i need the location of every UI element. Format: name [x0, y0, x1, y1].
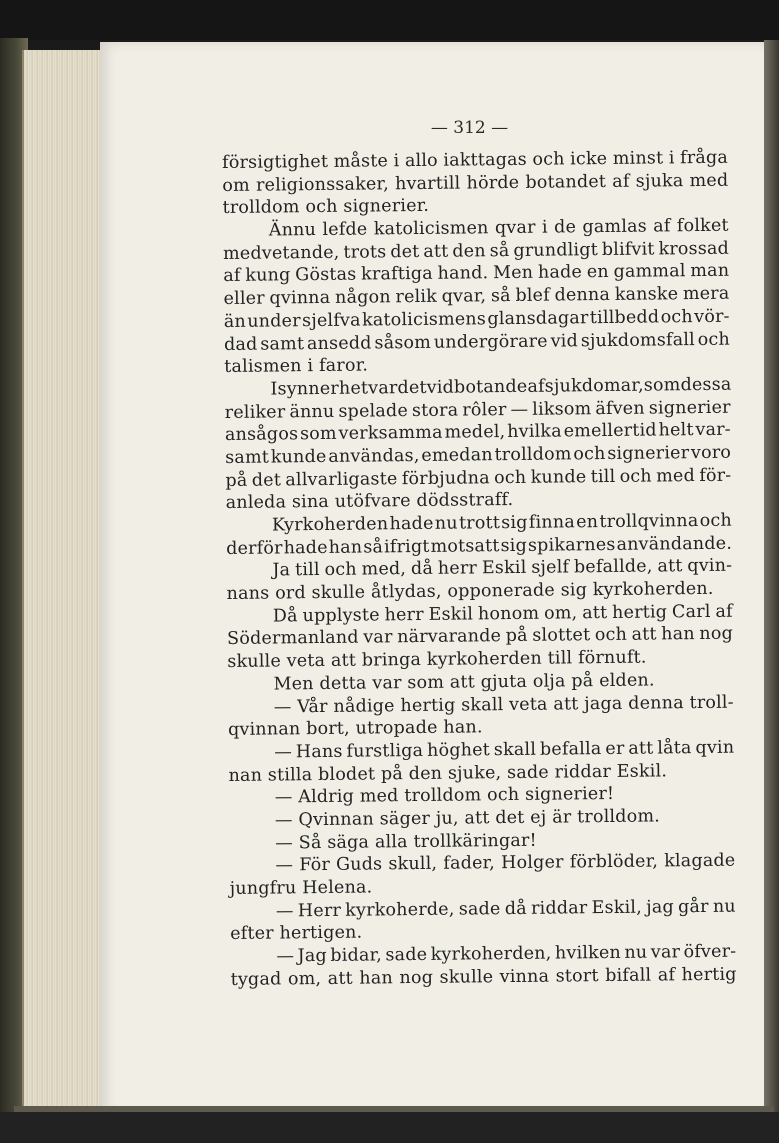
book-right-edge [764, 40, 779, 1120]
text-line: Då upplyste herr Eskil honom om, att hertig Carl af [272, 601, 733, 627]
page-number: — 312 — [430, 118, 509, 138]
text-line: än under sjelfva katolicismens glansdagar tillbedd och vör- [223, 306, 730, 332]
text-line: dad samt ansedd såsom undergörare vid sjukdomsfall och [223, 329, 731, 355]
text-line: efter hertigen. [230, 922, 363, 945]
text-line: derför hade han så ifrigt motsatt sig spikarnes användande. [226, 533, 733, 559]
text-line: försigtighet måste i allo iakttagas och icke minst i fråga [222, 147, 729, 173]
text-line: — Hans furstliga höghet skall befalla er att låta qvin [274, 737, 735, 763]
text-line: nan stilla blodet på den sjuke, sade riddar Eskil. [228, 760, 668, 786]
text-line: — Herr kyrkoherde, sade då riddar Eskil, jag går nu [275, 896, 736, 922]
text-line: skulle veta att bringa kyrkoherden till förnuft. [227, 647, 647, 673]
text-line: om religionssaker, hvartill hörde botandet af sjuka med [222, 170, 729, 196]
background-bottom [0, 1112, 779, 1143]
text-line: af kung Göstas kraftiga hand. Men hade en gammal man [223, 261, 730, 287]
text-line: på det allvarligaste förbjudna och kunde till och med för- [225, 465, 732, 491]
text-line: anleda sina utöfvare dödsstraff. [225, 490, 514, 514]
text-line: ansågos som verksamma medel, hvilka emellertid helt var- [224, 419, 731, 446]
text-line: Ja till och med, då herr Eskil sjelf befallde, att qvin- [272, 556, 733, 581]
text-line: — Jag bidar, sade kyrkoherden, hvilken nu var öfver- [276, 941, 737, 967]
page-stack-edge [22, 50, 106, 1112]
text-line: Ännu lefde katolicismen qvar i de gamlas af folket [268, 215, 729, 241]
text-line: Men detta var som att gjuta olja på elden. [273, 670, 655, 695]
text-line: — Så säga alla trollkäringar! [275, 830, 537, 854]
text-line: medvetande, trots det att den så grundligt blifvit krossad [222, 238, 730, 264]
text-line: I synnerhet var det vid botande af sjukdomar, som dessa [270, 374, 732, 400]
text-line: qvinnan bort, utropade han. [227, 717, 483, 741]
text-line: — För Guds skull, fader, Holger förblöder, klagade [275, 850, 736, 876]
text-line: trolldom och signerier. [222, 196, 430, 219]
text-line: reliker ännu spelade stora rôler — liksom äfven signerier [224, 397, 731, 423]
text-line: eller qvinna någon relik qvar, så blef denna kanske mera [223, 283, 730, 310]
text-line: nans ord skulle åtlydas, opponerade sig kyrkoherden. [226, 578, 714, 605]
body-text [222, 147, 737, 992]
text-line: talismen i faror. [224, 355, 369, 378]
text-line: samt kunde användas, emedan trolldom och signerier voro [225, 442, 732, 468]
background-top [0, 0, 779, 40]
text-line: tygad om, att han nog skulle vinna stort bifall af hertig [230, 964, 737, 990]
text-line: — Qvinnan säger ju, att det ej är trolldom. [274, 806, 661, 831]
text-line: Södermanland var närvarande på slottet och att han nog [226, 624, 734, 650]
text-line: — Vår nådige hertig skall veta att jaga denna troll- [273, 692, 734, 717]
text-line: Kyrkoherden hade nu trott sig finna en trollqvinna och [271, 510, 732, 536]
text-line: jungfru Helena. [229, 877, 373, 899]
text-line: — Aldrig med trolldom och signerier! [274, 784, 615, 808]
